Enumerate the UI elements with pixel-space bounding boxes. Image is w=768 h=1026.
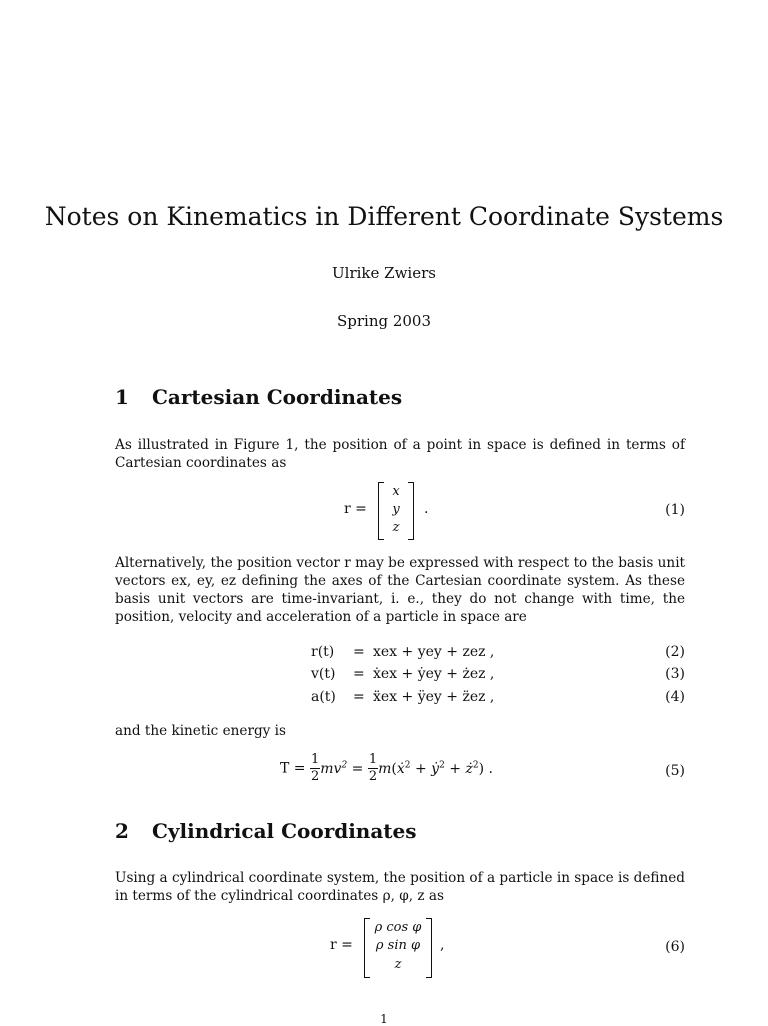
equation-lhs: a(t) — [311, 689, 336, 705]
matrix-entry: y — [392, 502, 400, 517]
paragraph-4: Using a cylindrical coordinate system, the position of a particle in space is defined in terms of the cylindrical coordinates ρ, φ, z as — [115, 870, 685, 904]
equation-number-1: (1) — [665, 502, 685, 518]
equation-lhs: r = — [330, 937, 353, 953]
left-bracket — [378, 482, 384, 540]
publication-date: Spring 2003 — [336, 312, 432, 330]
equation-6 — [326, 916, 466, 978]
equation-1 — [340, 480, 460, 542]
equation-lhs: v(t) — [311, 666, 336, 682]
equation-number-5: (5) — [665, 763, 685, 779]
paragraph-2: Alternatively, the position vector r may be expressed with respect to the basis unit vectors ex, ey, ez defining the axes of the Cartesian coordinate system. As these basis unit vectors are time-invariant, i. e., they do not change with time, the position, velocity and acceleration of a particle in space are — [115, 555, 685, 625]
matrix-entry: x — [392, 484, 400, 499]
author-name: Ulrike Zwiers — [332, 264, 436, 282]
equation-term: m(ẋ$^2$ + ẏ$^2$ + $ż^2$) . — [378, 760, 493, 777]
matrix-entry: ρ cos φ — [374, 920, 422, 935]
section-heading-1 — [115, 385, 402, 409]
section-title: Cartesian Coordinates — [152, 385, 403, 409]
equation-number-3: (3) — [665, 666, 685, 682]
section-number: 1 — [115, 385, 129, 409]
equation-relation: = — [353, 666, 365, 682]
paragraph-3: and the kinetic energy is — [115, 723, 286, 739]
section-heading-2 — [115, 819, 417, 843]
right-bracket — [426, 918, 432, 978]
equation-trail: . — [424, 501, 429, 517]
equation-5 — [280, 752, 493, 785]
equation-relation: = — [353, 689, 365, 705]
equation-number-4: (4) — [665, 689, 685, 705]
right-bracket — [408, 482, 414, 540]
matrix-entry: z — [392, 520, 400, 535]
matrix-entry: z — [394, 957, 402, 972]
fraction-half: $\frac{1}{2}$ — [310, 752, 320, 784]
equation-rhs: xex + yey + zez , — [373, 644, 495, 660]
equation-number-2: (2) — [665, 644, 685, 660]
equation-trail: , — [440, 937, 445, 953]
equation-rhs: ẋex + ẏey + żez , — [373, 666, 495, 682]
paper-title: Notes on Kinematics in Different Coordinate Systems — [44, 202, 724, 231]
equation-lhs: T = — [280, 760, 306, 777]
matrix-entry: ρ sin φ — [375, 938, 421, 953]
equation-term: $mv^2$ = — [320, 760, 368, 777]
equation-rhs: ẍex + ÿey + z̈ez , — [373, 689, 495, 705]
equation-relation: = — [353, 644, 365, 660]
equation-lhs: r(t) — [311, 644, 335, 660]
section-title: Cylindrical Coordinates — [152, 819, 417, 843]
section-number: 2 — [115, 819, 129, 843]
page-number: 1 — [380, 1012, 388, 1026]
paragraph-1: As illustrated in Figure 1, the position of a point in space is defined in terms of Cartesian coordinates as — [115, 437, 685, 471]
equation-lhs: r = — [344, 501, 367, 517]
equation-number-6: (6) — [665, 939, 685, 955]
fraction-half: $\frac{1}{2}$ — [368, 752, 378, 784]
